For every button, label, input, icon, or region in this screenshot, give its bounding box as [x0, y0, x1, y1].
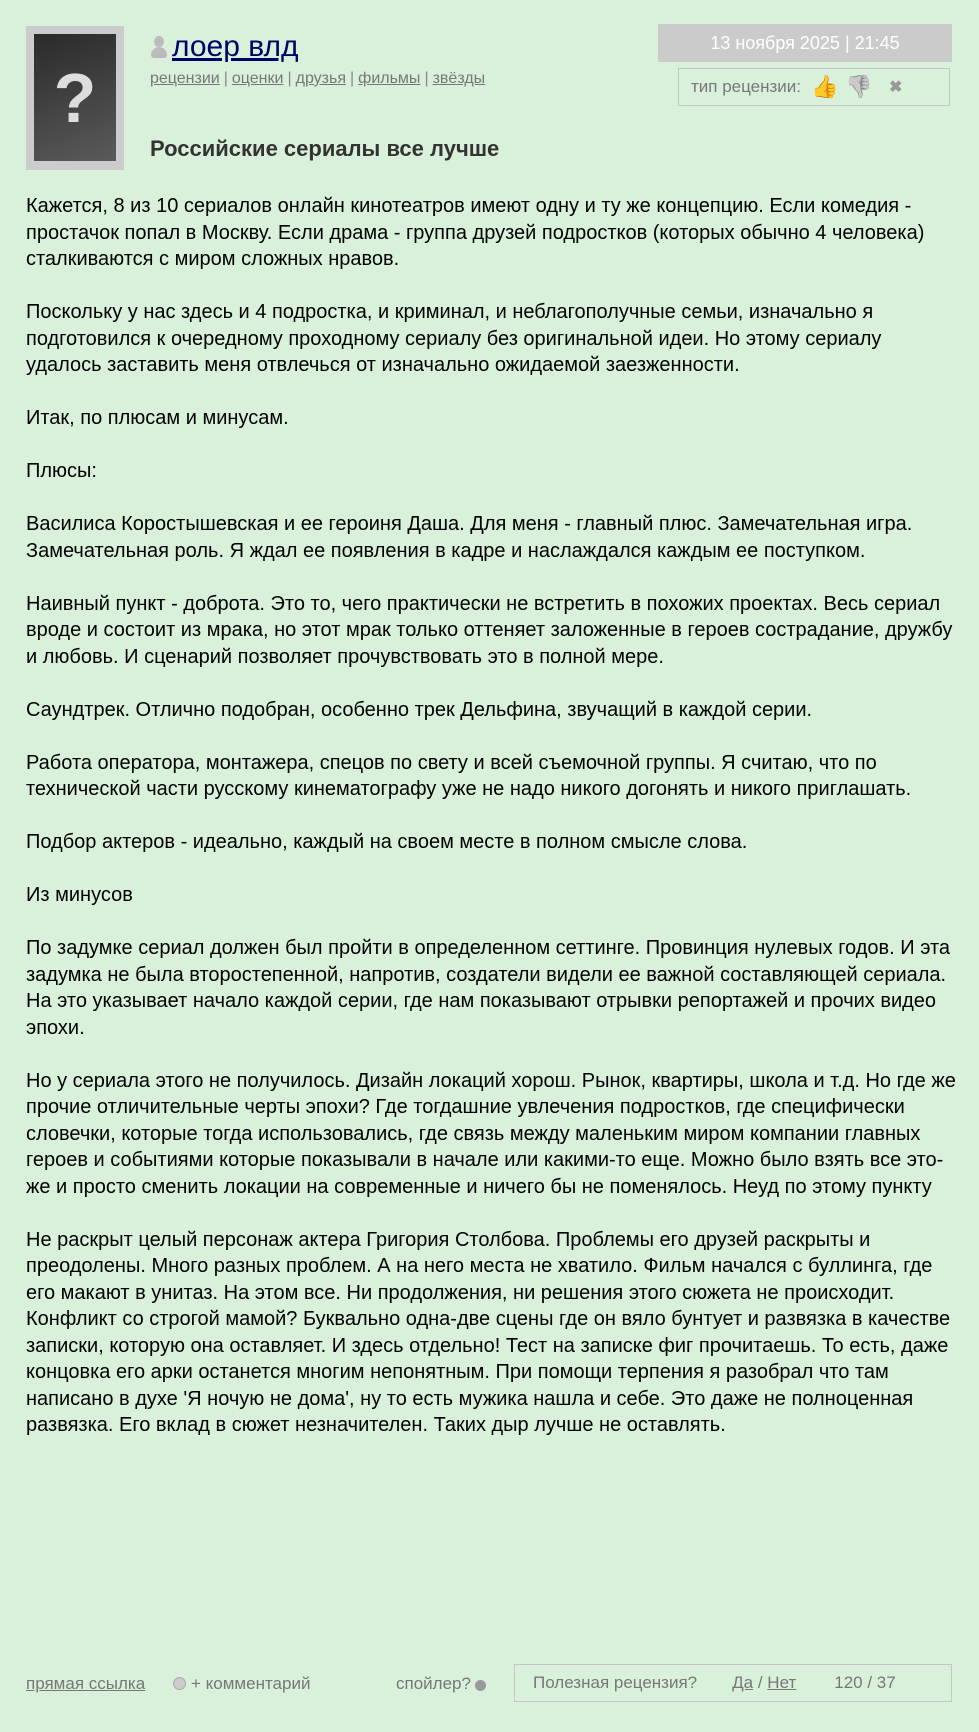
vote-no[interactable]: Нет: [767, 1673, 797, 1692]
comment-bubble-icon: [173, 1677, 186, 1690]
useful-review-box: [514, 1664, 952, 1702]
link-friends[interactable]: друзья: [295, 70, 346, 87]
thumbs-up-icon[interactable]: 👍: [811, 74, 839, 99]
review-paragraph: Итак, по плюсам и минусам.: [26, 407, 289, 429]
separator: |: [287, 70, 292, 87]
review-paragraph: Из минусов: [26, 884, 133, 906]
review-body: [26, 193, 956, 1465]
permalink[interactable]: прямая ссылка: [26, 1674, 146, 1693]
separator: |: [424, 70, 429, 87]
link-stars[interactable]: звёзды: [432, 70, 486, 87]
close-icon[interactable]: ✖: [889, 79, 903, 96]
review-paragraph: Не раскрыт целый персонаж актера Григория Столбова. Проблемы его друзей раскрыты и преодолены. Много разных проблем. А на него места не хватило. Фильм начался с буллинга, где его макают в унитаз. На этом все. Ни продолжения, ни решения этого сюжета не происходит. Конфликт со строгой мамой? Буквально одна-две сцены где он вяло бунтует и развязка в качестве записки, которую она оставляет. И здесь отдельно! Тест на записке фиг прочитаешь. То есть, даже концовка его арки останется многим непонятным. При помощи терпения я разобрал что там написано в духе 'Я ночую не дома', ну то есть мужика нашла и себе. Это даже не полноценная развязка. Его вклад в сюжет незначителен. Таких дыр лучше не оставлять.: [26, 1228, 951, 1436]
link-ratings[interactable]: оценки: [231, 70, 284, 87]
review-paragraph: Поскольку у нас здесь и 4 подростка, и криминал, и неблагополучные семьи, изначально я подготовился к очередному проходному сериалу без оригинальной идеи. Но этому сериалу удалось заставить меня отвлечься от изначально ожидаемой заезженности.: [26, 301, 882, 376]
review-paragraph: По задумке сериал должен был пройти в определенном сеттинге. Провинция нулевых годов. И эта задумка не была второстепенной, напротив, создатели видели ее важной составляющей сериала. На это указывает начало каждой серии, где нам показывают отрывки репортажей и прочих видео эпохи.: [26, 937, 951, 1039]
link-films[interactable]: фильмы: [358, 70, 421, 87]
avatar[interactable]: [26, 26, 124, 170]
vote-count: 120 / 37: [834, 1673, 896, 1692]
spoiler-toggle[interactable]: [396, 1674, 486, 1694]
separator: /: [757, 1673, 763, 1692]
review-paragraph: Кажется, 8 из 10 сериалов онлайн кинотеатров имеют одну и ту же концепцию. Если комедия - простачок попал в Москву. Если драма - группа друзей подростков (которых обычно 4 человека) сталкиваются с миром сложных нравов.: [26, 195, 925, 270]
review-paragraph: Плюсы:: [26, 460, 97, 482]
review-footer: [26, 1664, 952, 1702]
review-type-box: [678, 68, 950, 106]
avatar-placeholder: ?: [34, 34, 116, 161]
review-paragraph: Подбор актеров - идеально, каждый на своем месте в полном смысле слова.: [26, 831, 748, 853]
vote-yes[interactable]: Да: [732, 1673, 754, 1692]
review-paragraph: Василиса Коростышевская и ее героиня Даша. Для меня - главный плюс. Замечательная игра. Замечательная роль. Я ждал ее появления в кадре и наслаждался каждым ее поступком.: [26, 513, 913, 562]
review-paragraph: Наивный пункт - доброта. Это то, чего практически не встретить в похожих проектах. Весь сериал вроде и состоит из мрака, но этот мрак только оттеняет заложенные в героев сострадание, дружбу и любовь. И сценарий позволяет прочувствовать это в полной мере.: [26, 592, 953, 668]
review-title: Российские сериалы все лучше: [150, 136, 500, 161]
review-paragraph: Работа оператора, монтажера, спецов по свету и всей съемочной группы. Я считаю, что по технической части русскому кинематографу уже не надо никого догонять и никого приглашать.: [26, 751, 912, 800]
thumbs-down-icon[interactable]: 👎: [845, 74, 873, 99]
add-comment-button[interactable]: [173, 1674, 310, 1694]
useful-label: Полезная рецензия?: [533, 1673, 698, 1692]
spoiler-label: спойлер?: [396, 1674, 471, 1693]
separator: |: [350, 70, 355, 87]
user-icon: [150, 34, 168, 60]
add-comment-label: + комментарий: [191, 1674, 311, 1693]
review-paragraph: Но у сериала этого не получилось. Дизайн локаций хорош. Рынок, квартиры, школа и т.д. Но где же прочие отличительные черты эпохи? Где тогдашние увлечения подростков, где специфически словечки, которые тогда использовались, где связь между маленьким миром компании главных героев и событиями которые показывали в начале или какими-то еще. Можно было взять все это-же и просто сменить локации на современные и ничего бы не поменялось. Неуд по этому пункту: [26, 1069, 956, 1198]
author-name-link[interactable]: лоер влд: [172, 30, 299, 63]
author-links: [150, 70, 485, 88]
review-type-label: тип рецензии:: [691, 77, 802, 96]
separator: |: [223, 70, 228, 87]
review-paragraph: Саундтрек. Отлично подобран, особенно трек Дельфина, звучащий в каждой серии.: [26, 698, 813, 721]
link-reviews[interactable]: рецензии: [150, 70, 220, 87]
spoiler-icon: [475, 1680, 486, 1691]
review-date: 13 ноября 2025 | 21:45: [658, 24, 952, 62]
